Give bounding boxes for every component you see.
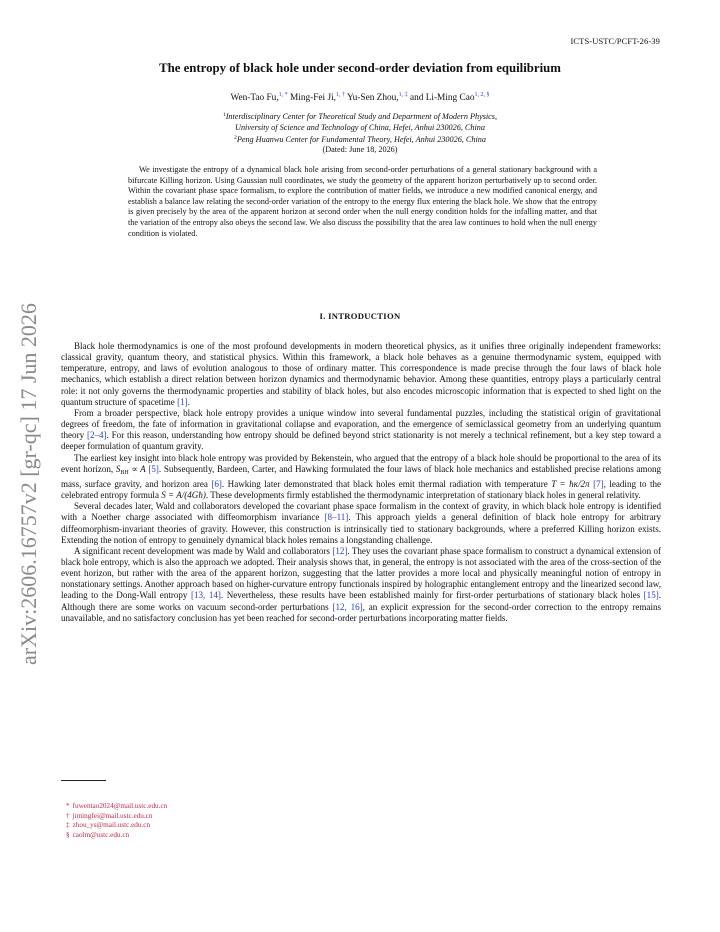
email-link[interactable]: fuwentao2024@mail.ustc.edu.cn (72, 802, 168, 810)
text-run: . This approach yields a general definition of black hole entropy for arbitrary diffeomorphism-invariant theories of gravity. However, this construction is intrinsically tied to stationary backgrounds, where a preferred Killing horizon exists. Extending the notion of entropy to genuinely dynamical black holes remains a longstanding challenge. (61, 512, 661, 545)
paper-title: The entropy of black hole under second-order deviation from equilibrium (159, 61, 561, 75)
text-run: . (187, 396, 190, 407)
math-inline: S = A/(4Għ) (161, 490, 206, 501)
text-run: . Nevertheless, these results have been established mainly for first-order perturbations of stationary black holes (220, 590, 644, 601)
abstract-text: We investigate the entropy of a dynamical black hole arising from second-order perturbations of a general stationary background with a bifurcate Killing horizon. Using Gaussian null coordinates, we study the geometry of the apparent horizon perturbatively up to second order. Within the covariant phase space formalism, to explore the contribution of matter fields, we introduce a new modified canonical energy, and establish a balance law relating the second-order variation of the entropy to the energy flux entering the black hole. We show that the entropy is given precisely by the area of the apparent horizon at second order when the null energy condition holds for the infalling matter, and that the variation of the entropy also obeys the second law. We also discuss the possibility that the area law continues to hold when the null energy condition is violated. (128, 165, 597, 238)
text-run: . For this reason, understanding how entropy should be defined beyond strict stationarity is not merely a technical refinement, but a key step toward a deeper formulation of quantum gravity. (61, 430, 661, 452)
citation-link[interactable]: [15] (643, 590, 659, 601)
footnote-mark: § (66, 830, 70, 839)
footnote-mark: ‡ (66, 821, 70, 830)
footnotes (66, 802, 167, 840)
author-name: Ming-Fei Ji, (290, 93, 336, 103)
affiliation-line: Peng Huanwu Center for Fundamental Theory, Hefei, Anhui 230026, China (236, 135, 486, 144)
footnote-mark: † (66, 811, 70, 820)
text-run: . These developments firmly established the thermodynamic interpretation of stationary black holes in general relativity. (205, 490, 641, 501)
citation-link[interactable]: [1] (177, 396, 188, 407)
date-line: (Dated: June 18, 2026) (322, 145, 398, 154)
citation-link[interactable]: [5] (148, 463, 159, 474)
footnote-divider (61, 780, 106, 781)
citation-link[interactable]: [13, 14] (190, 590, 221, 601)
email-link[interactable]: zhou_ys@mail.ustc.edu.cn (72, 821, 151, 830)
introduction-body (61, 341, 661, 624)
text-run: The earliest key insight into black hole entropy was provided by Bekenstein, who argued that the entropy of a black hole should be proportional to the area of its event horizon, (61, 452, 661, 474)
footnote-mark: * (66, 802, 70, 810)
footnote-item (66, 802, 167, 812)
author-marks[interactable]: 1, 2, § (474, 92, 490, 98)
author-marks[interactable]: 1, † (335, 92, 345, 98)
paragraph-4 (61, 501, 661, 546)
affiliation-mark: 2 (234, 135, 237, 141)
author-name: Yu-Sen Zhou, (346, 93, 399, 103)
affiliation-mark: 1 (222, 112, 226, 118)
paragraph-1 (61, 341, 661, 408)
author-marks[interactable]: 1, * (278, 92, 288, 98)
citation-link[interactable]: [12, 16] (332, 601, 363, 612)
author-marks[interactable]: 1, ‡ (398, 92, 408, 98)
math-inline: T = ħκ/2π (551, 478, 590, 489)
footnote-item (66, 831, 167, 841)
footnote-item (66, 812, 167, 822)
arxiv-identifier-text: arXiv:2606.16757v2 [gr-qc] 17 Jun 2026 (16, 303, 41, 665)
citation-link[interactable]: [12] (332, 545, 348, 556)
text-run: A significant recent development was made by Wald and collaborators (74, 545, 333, 556)
paragraph-2 (61, 408, 661, 453)
affiliation-1 (0, 110, 720, 133)
email-link[interactable]: caolm@ustc.edu.cn (72, 830, 130, 839)
math-symbol: ∝ A (128, 463, 146, 474)
affiliation-line: Interdisciplinary Center for Theoretical Study and Department of Modern Physics, (225, 112, 498, 121)
citation-link[interactable]: [8–11] (324, 512, 349, 523)
arxiv-identifier-stamp (6, 245, 46, 665)
paragraph-3 (61, 453, 661, 502)
text-run: Several decades later, Wald and collaborators developed the covariant phase space formalism in the context of gravity, in which black hole entropy is identified with a Noether charge associated with diffeomorphism invariance (61, 501, 661, 523)
text-run: , an explicit expression for the second-order correction to the entropy remains unavailable, and no satisfactory conclusion has yet been reached for second-order perturbations incorporating matter fields. (61, 601, 662, 623)
math-inline (116, 464, 146, 474)
report-number: ICTS-USTC/PCFT-26-39 (570, 36, 660, 46)
text-run: . They uses the covariant phase space formalism to construct a dynamical extension of black hole entropy, which is also the approach we adopted. Their analysis shows that, in general, the entropy is not associated with the area of the cross-section of the event horizon, but rather with the area of the apparent horizon, suggesting that the latter provides a more local and physically meaningful notion of entropy in nonstationary settings. Another approach based on higher-curvature entropy functionals inspired by holographic entanglement entropy and the linearized second law, leading to the Dong-Wall entropy (61, 545, 661, 601)
text-run: . Although there are some works on vacuum second-order perturbations (61, 590, 661, 612)
email-link[interactable]: jimingfei@mail.ustc.edu.cn (72, 811, 153, 820)
citation-link[interactable]: [6] (211, 478, 222, 489)
citation-link[interactable]: [7] (593, 478, 604, 489)
affiliation-line: University of Science and Technology of China, Hefei, Anhui 230026, China (235, 122, 485, 132)
author-name: and Li-Ming Cao (409, 93, 475, 103)
section-heading-introduction: I. INTRODUCTION (319, 311, 401, 321)
text-run: . Subsequently, Bardeen, Carter, and Hawking formulated the four laws of black hole mechanics and established precise relations among mass, surface gravity, and horizon area (61, 463, 662, 489)
text-run: Black hole thermodynamics is one of the most profound developments in modern theoretical physics, as it unifies three originally independent frameworks: classical gravity, quantum theory, and statistical physics. Within this framework, a black hole behaves as a genuine thermodynamic system, equipped with temperature, entropy, and laws of evolution analogous to those of ordinary matter. This correspondence is made precise through the four laws of black hole mechanics, which establish a direct relation between horizon dynamics and thermodynamic behavior. Among these quantities, entropy plays a particularly central role: it not only governs the thermodynamic properties and stability of black holes, but also encodes microscopic information that is expected to shed light on the quantum structure of spacetime (61, 341, 661, 407)
author-name: Wen-Tao Fu, (230, 93, 279, 103)
math-symbol: S (115, 463, 121, 474)
author-list (0, 92, 720, 103)
text-run: . Hawking later demonstrated that black holes emit thermal radiation with temperature (221, 478, 552, 489)
text-run: , leading to the celebrated entropy formula (61, 478, 662, 501)
affiliation-2 (0, 133, 720, 146)
math-subscript: BH (120, 469, 129, 476)
text-run: From a broader perspective, black hole entropy provides a unique window into several fundamental puzzles, including the statistical origin of gravitational degrees of freedom, the fate of information in gravitational collapse and evaporation, and the emergence of semiclassical geometry from an underlying quantum theory (61, 407, 661, 441)
citation-link[interactable]: [2–4] (86, 430, 107, 441)
paragraph-5 (61, 546, 661, 624)
footnote-item (66, 821, 167, 831)
abstract (128, 165, 597, 239)
